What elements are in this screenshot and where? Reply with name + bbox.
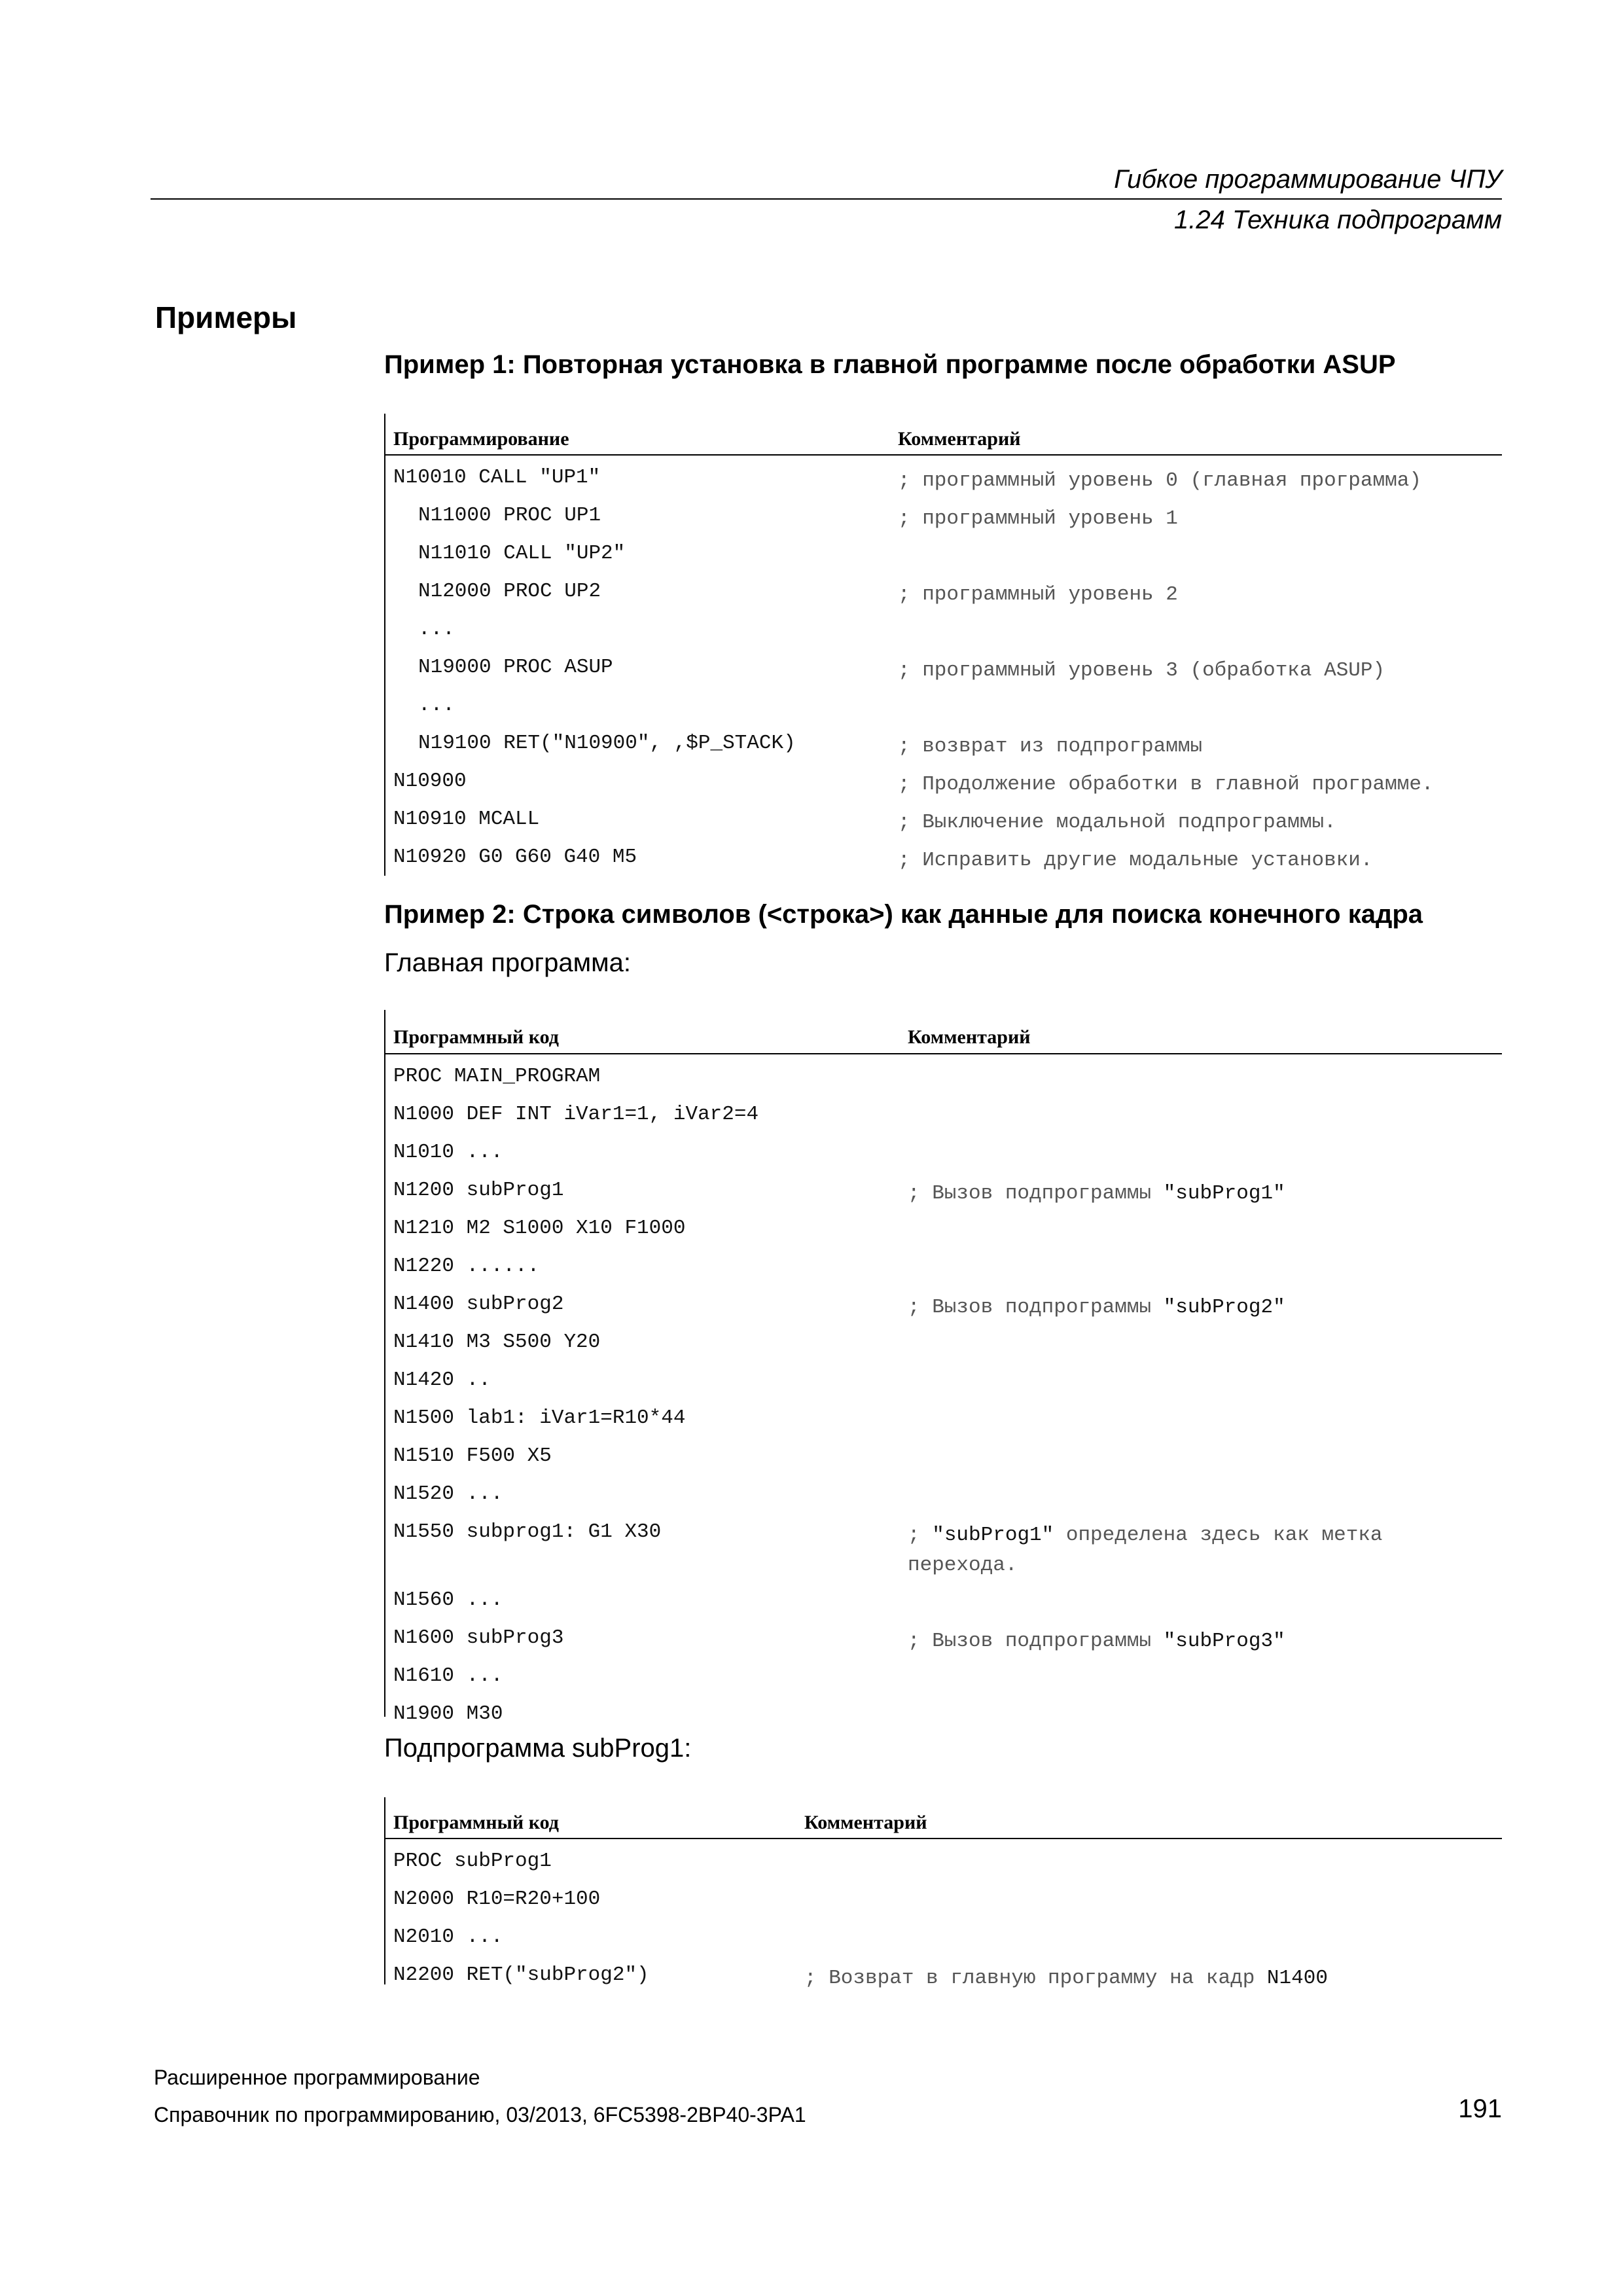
code-cell: PROC subProg1: [393, 1850, 552, 1873]
col-header-comment: Комментарий: [908, 1026, 1031, 1048]
table-row: [384, 1100, 1502, 1138]
code-cell: N1520 ...: [393, 1482, 503, 1505]
code-cell: N2000 R10=R20+100: [393, 1888, 601, 1910]
code-cell: N1400 subProg2: [393, 1293, 564, 1316]
table-row: [384, 539, 1502, 577]
table-row: [384, 1214, 1502, 1252]
code-cell: N1000 DEF INT iVar1=1, iVar2=4: [393, 1103, 759, 1126]
code-cell: N12000 PROC UP2: [418, 580, 601, 603]
table-row: [384, 843, 1502, 881]
code-cell: PROC MAIN_PROGRAM: [393, 1065, 601, 1088]
table-row: [384, 1366, 1502, 1404]
comment-cell: ; Исправить другие модальные установки.: [898, 849, 1373, 872]
table-row: [384, 767, 1502, 805]
code-cell: N11010 CALL "UP2": [418, 542, 626, 565]
table-row: [384, 1624, 1502, 1662]
page-number: 191: [1458, 2094, 1502, 2123]
example2-main-code-table: [384, 1010, 1502, 1725]
table-row: [384, 1847, 1502, 1885]
running-header-chapter: Гибкое программирование ЧПУ: [1114, 165, 1502, 194]
example1-code-table: [384, 414, 1502, 876]
comment-cell: ; программный уровень 2: [898, 583, 1178, 606]
comment-cell: ; "subProg1" определена здесь как метка перехода.: [908, 1524, 1383, 1577]
table-row: [384, 805, 1502, 843]
comment-cell: ; Выключение модальной подпрограммы.: [898, 811, 1336, 834]
code-cell: N1510 F500 X5: [393, 1444, 552, 1467]
code-cell: ...: [418, 618, 455, 641]
comment-cell: ; программный уровень 3 (обработка ASUP): [898, 659, 1385, 682]
footer-title: Расширенное программирование: [154, 2066, 480, 2089]
code-cell: N1600 subProg3: [393, 1626, 564, 1649]
table-row: [384, 1586, 1502, 1624]
code-cell: N19100 RET("N10900", ,$P_STACK): [418, 732, 796, 755]
code-cell: ...: [418, 694, 455, 717]
table-row: [384, 501, 1502, 539]
table-row: [384, 1290, 1502, 1328]
table-row: [384, 1404, 1502, 1442]
code-cell: N1210 M2 S1000 X10 F1000: [393, 1217, 686, 1240]
example1-title: Пример 1: Повторная установка в главной программе после обработки ASUP: [384, 350, 1396, 379]
code-cell: N1550 subprog1: G1 X30: [393, 1520, 662, 1543]
code-cell: N2200 RET("subProg2"): [393, 1964, 649, 1986]
section-title: Примеры: [155, 300, 297, 334]
table-row: [384, 1138, 1502, 1176]
header-rule: [384, 1838, 1502, 1839]
code-cell: N1010 ...: [393, 1141, 503, 1164]
comment-cell: ; возврат из подпрограммы: [898, 735, 1203, 758]
code-cell: N10920 G0 G60 G40 M5: [393, 846, 637, 869]
table-row: [384, 653, 1502, 691]
col-header-code: Программирование: [393, 428, 569, 450]
example2-title: Пример 2: Строка символов (<строка>) как данные для поиска конечного кадра: [384, 900, 1423, 929]
col-header-comment: Комментарий: [804, 1812, 927, 1833]
running-header-section: 1.24 Техника подпрограмм: [1174, 206, 1502, 234]
code-cell: N1410 M3 S500 Y20: [393, 1331, 601, 1354]
table-row: [384, 615, 1502, 653]
code-cell: N2010 ...: [393, 1926, 503, 1948]
subprogram-code-table: [384, 1797, 1502, 1990]
table-row: [384, 463, 1502, 501]
comment-cell: ; Возврат в главную программу на кадр N1400: [804, 1967, 1328, 1990]
col-header-code: Программный код: [393, 1812, 559, 1833]
table-row: [384, 1885, 1502, 1923]
header-rule: [384, 1053, 1502, 1054]
table-row: [384, 577, 1502, 615]
header-rule: [151, 198, 1502, 200]
code-cell: N10900: [393, 770, 467, 793]
code-cell: N1900 M30: [393, 1702, 503, 1725]
main-program-caption: Главная программа:: [384, 948, 631, 977]
comment-cell: ; Продолжение обработки в главной программе.: [898, 773, 1434, 796]
table-row: [384, 1518, 1502, 1586]
code-cell: N1200 subProg1: [393, 1179, 564, 1202]
comment-cell: ; Вызов подпрограммы "subProg3": [908, 1630, 1285, 1653]
table-row: [384, 1252, 1502, 1290]
code-cell: N1560 ...: [393, 1588, 503, 1611]
table-row: [384, 691, 1502, 729]
footer-reference: Справочник по программированию, 03/2013, 6FC5398-2BP40-3PA1: [154, 2103, 806, 2126]
code-cell: N1500 lab1: iVar1=R10*44: [393, 1407, 686, 1429]
code-cell: N1610 ...: [393, 1664, 503, 1687]
col-header-code: Программный код: [393, 1026, 559, 1048]
table-row: [384, 1176, 1502, 1214]
comment-cell: ; программный уровень 1: [898, 507, 1178, 530]
code-cell: N1220 ......: [393, 1255, 540, 1278]
table-row: [384, 729, 1502, 767]
code-cell: N10010 CALL "UP1": [393, 466, 601, 489]
header-rule: [384, 454, 1502, 456]
code-cell: N1420 ..: [393, 1369, 491, 1391]
table-row: [384, 1700, 1502, 1738]
code-cell: N10910 MCALL: [393, 808, 540, 831]
table-row: [384, 1662, 1502, 1700]
table-row: [384, 1923, 1502, 1961]
table-row: [384, 1328, 1502, 1366]
table-row: [384, 1442, 1502, 1480]
comment-cell: ; Вызов подпрограммы "subProg2": [908, 1296, 1285, 1319]
table-row: [384, 1961, 1502, 1999]
code-cell: N11000 PROC UP1: [418, 504, 601, 527]
comment-cell: ; Вызов подпрограммы "subProg1": [908, 1182, 1285, 1205]
table-row: [384, 1062, 1502, 1100]
subprogram-caption: Подпрограмма subProg1:: [384, 1734, 692, 1763]
col-header-comment: Комментарий: [898, 428, 1021, 450]
comment-cell: ; программный уровень 0 (главная программа): [898, 469, 1421, 492]
table-row: [384, 1480, 1502, 1518]
code-cell: N19000 PROC ASUP: [418, 656, 613, 679]
